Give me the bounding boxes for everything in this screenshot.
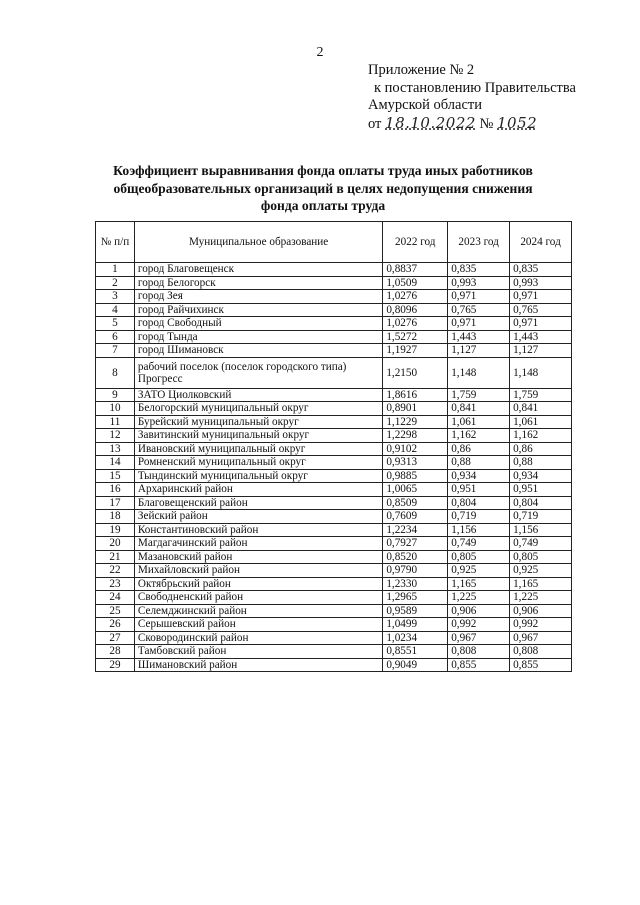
cell-2024: 0,971	[510, 317, 572, 331]
table-row	[96, 645, 572, 659]
document-title	[60, 162, 586, 215]
cell-number: 12	[96, 429, 135, 443]
cell-2022: 1,0276	[383, 317, 448, 331]
table-row	[96, 442, 572, 456]
table-row	[96, 631, 572, 645]
table-row	[96, 303, 572, 317]
cell-number: 1	[96, 263, 135, 277]
cell-number: 18	[96, 510, 135, 524]
number-prefix: №	[479, 115, 494, 132]
cell-municipality: Благовещенский район	[134, 496, 382, 510]
table-row	[96, 344, 572, 358]
table-row	[96, 550, 572, 564]
cell-municipality: Шимановский район	[134, 658, 382, 672]
table-row	[96, 276, 572, 290]
cell-number: 19	[96, 523, 135, 537]
cell-municipality: Архаринский район	[134, 483, 382, 497]
table-row	[96, 483, 572, 497]
table-row	[96, 263, 572, 277]
cell-municipality: ЗАТО Циолковский	[134, 388, 382, 402]
cell-2023: 0,971	[448, 317, 510, 331]
cell-2024: 0,835	[510, 263, 572, 277]
cell-2024: 0,765	[510, 303, 572, 317]
cell-2022: 0,7927	[383, 537, 448, 551]
table-row	[96, 564, 572, 578]
cell-number: 26	[96, 618, 135, 632]
cell-2024: 0,993	[510, 276, 572, 290]
cell-2024: 1,061	[510, 415, 572, 429]
cell-municipality: Серышевский район	[134, 618, 382, 632]
cell-municipality: город Райчихинск	[134, 303, 382, 317]
cell-2022: 0,9049	[383, 658, 448, 672]
cell-2022: 1,0499	[383, 618, 448, 632]
cell-2024: 0,804	[510, 496, 572, 510]
cell-number: 21	[96, 550, 135, 564]
cell-2023: 0,765	[448, 303, 510, 317]
cell-number: 3	[96, 290, 135, 304]
table-row	[96, 604, 572, 618]
table-row	[96, 317, 572, 331]
cell-number: 20	[96, 537, 135, 551]
cell-2022: 1,0065	[383, 483, 448, 497]
title-line-3: фонда оплаты труда	[260, 198, 386, 213]
cell-municipality: Михайловский район	[134, 564, 382, 578]
cell-municipality: город Белогорск	[134, 276, 382, 290]
table-row	[96, 415, 572, 429]
cell-number: 11	[96, 415, 135, 429]
table-row	[96, 537, 572, 551]
cell-2023: 0,805	[448, 550, 510, 564]
cell-2023: 1,225	[448, 591, 510, 605]
cell-number: 5	[96, 317, 135, 331]
table-row	[96, 330, 572, 344]
table-row	[96, 290, 572, 304]
cell-2023: 0,967	[448, 631, 510, 645]
cell-number: 17	[96, 496, 135, 510]
table-row	[96, 523, 572, 537]
cell-2024: 0,86	[510, 442, 572, 456]
cell-2022: 1,2234	[383, 523, 448, 537]
cell-2024: 1,156	[510, 523, 572, 537]
table-row	[96, 469, 572, 483]
cell-2023: 0,86	[448, 442, 510, 456]
cell-2022: 1,2150	[383, 357, 448, 388]
cell-2022: 0,9589	[383, 604, 448, 618]
cell-2022: 1,1229	[383, 415, 448, 429]
cell-municipality: Ромненский муниципальный округ	[134, 456, 382, 470]
cell-municipality: Сковородинский район	[134, 631, 382, 645]
cell-number: 23	[96, 577, 135, 591]
coefficient-table	[95, 221, 572, 672]
cell-2022: 0,7609	[383, 510, 448, 524]
cell-2024: 0,749	[510, 537, 572, 551]
cell-municipality: Завитинский муниципальный округ	[134, 429, 382, 443]
table-row	[96, 591, 572, 605]
cell-2023: 0,992	[448, 618, 510, 632]
cell-2023: 0,749	[448, 537, 510, 551]
table-row	[96, 388, 572, 402]
page-number: 2	[316, 45, 324, 60]
cell-2022: 1,0509	[383, 276, 448, 290]
cell-2022: 1,2330	[383, 577, 448, 591]
cell-2024: 0,925	[510, 564, 572, 578]
cell-municipality: Магдагачинский район	[134, 537, 382, 551]
cell-2023: 0,925	[448, 564, 510, 578]
cell-municipality: Бурейский муниципальный округ	[134, 415, 382, 429]
cell-municipality: город Свободный	[134, 317, 382, 331]
cell-municipality: город Шимановск	[134, 344, 382, 358]
cell-2023: 0,934	[448, 469, 510, 483]
cell-2022: 1,5272	[383, 330, 448, 344]
cell-number: 13	[96, 442, 135, 456]
appendix-date-line	[368, 115, 628, 134]
cell-number: 24	[96, 591, 135, 605]
cell-2023: 1,156	[448, 523, 510, 537]
cell-2022: 0,8096	[383, 303, 448, 317]
cell-2024: 1,127	[510, 344, 572, 358]
cell-municipality: Ивановский муниципальный округ	[134, 442, 382, 456]
cell-2024: 1,225	[510, 591, 572, 605]
cell-2024: 1,162	[510, 429, 572, 443]
cell-number: 28	[96, 645, 135, 659]
cell-2023: 0,951	[448, 483, 510, 497]
cell-2023: 1,443	[448, 330, 510, 344]
title-line-1: Коэффициент выравнивания фонда оплаты труда иных работников	[113, 163, 533, 178]
cell-2022: 1,2298	[383, 429, 448, 443]
cell-number: 25	[96, 604, 135, 618]
cell-2023: 0,88	[448, 456, 510, 470]
cell-2023: 1,148	[448, 357, 510, 388]
header-municipality: Муниципальное образование	[134, 222, 382, 263]
table-row	[96, 402, 572, 416]
table-row	[96, 456, 572, 470]
table-row	[96, 496, 572, 510]
cell-number: 10	[96, 402, 135, 416]
cell-2024: 1,165	[510, 577, 572, 591]
appendix-region: Амурской области	[368, 97, 482, 113]
appendix-label: Приложение № 2	[368, 62, 475, 78]
cell-2022: 0,8551	[383, 645, 448, 659]
cell-number: 14	[96, 456, 135, 470]
cell-2023: 0,841	[448, 402, 510, 416]
cell-2023: 0,855	[448, 658, 510, 672]
header-2023: 2023 год	[448, 222, 510, 263]
cell-2022: 0,9313	[383, 456, 448, 470]
cell-2023: 0,804	[448, 496, 510, 510]
cell-number: 16	[96, 483, 135, 497]
handwritten-date: 18.10.2022	[385, 113, 476, 132]
cell-2024: 1,443	[510, 330, 572, 344]
cell-municipality: Октябрьский район	[134, 577, 382, 591]
cell-2024: 0,719	[510, 510, 572, 524]
cell-number: 15	[96, 469, 135, 483]
cell-municipality: Тындинский муниципальный округ	[134, 469, 382, 483]
cell-2022: 0,9102	[383, 442, 448, 456]
cell-2024: 0,951	[510, 483, 572, 497]
table-header-row	[96, 222, 572, 263]
cell-2024: 0,971	[510, 290, 572, 304]
cell-2022: 0,8901	[383, 402, 448, 416]
table-body	[96, 263, 572, 672]
title-line-2: общеобразовательных организаций в целях недопущения снижения	[113, 180, 533, 196]
cell-2022: 0,8837	[383, 263, 448, 277]
cell-number: 8	[96, 357, 135, 388]
cell-2024: 1,148	[510, 357, 572, 388]
cell-municipality: город Зея	[134, 290, 382, 304]
handwritten-number: 1052	[497, 113, 538, 132]
cell-municipality: Константиновский район	[134, 523, 382, 537]
cell-2023: 0,971	[448, 290, 510, 304]
table-row	[96, 658, 572, 672]
cell-2022: 1,1927	[383, 344, 448, 358]
cell-2022: 1,8616	[383, 388, 448, 402]
header-number: № п/п	[96, 222, 135, 263]
cell-municipality: Селемджинский район	[134, 604, 382, 618]
cell-number: 27	[96, 631, 135, 645]
cell-number: 6	[96, 330, 135, 344]
cell-number: 22	[96, 564, 135, 578]
cell-2024: 0,906	[510, 604, 572, 618]
cell-municipality: Мазановский район	[134, 550, 382, 564]
cell-2022: 1,0276	[383, 290, 448, 304]
cell-2024: 0,808	[510, 645, 572, 659]
cell-municipality: Тамбовский район	[134, 645, 382, 659]
cell-municipality: город Благовещенск	[134, 263, 382, 277]
cell-number: 29	[96, 658, 135, 672]
header-2024: 2024 год	[510, 222, 572, 263]
cell-2023: 1,061	[448, 415, 510, 429]
cell-2022: 1,0234	[383, 631, 448, 645]
cell-2023: 1,127	[448, 344, 510, 358]
cell-2022: 0,8509	[383, 496, 448, 510]
cell-municipality: Свободненский район	[134, 591, 382, 605]
appendix-header	[368, 62, 628, 133]
cell-2024: 1,759	[510, 388, 572, 402]
cell-2023: 0,808	[448, 645, 510, 659]
table-row	[96, 429, 572, 443]
cell-2022: 1,2965	[383, 591, 448, 605]
cell-2022: 0,9790	[383, 564, 448, 578]
cell-municipality: Белогорский муниципальный округ	[134, 402, 382, 416]
cell-2023: 1,162	[448, 429, 510, 443]
cell-2023: 0,719	[448, 510, 510, 524]
header-2022: 2022 год	[383, 222, 448, 263]
cell-2024: 0,88	[510, 456, 572, 470]
table-row	[96, 510, 572, 524]
cell-2024: 0,967	[510, 631, 572, 645]
cell-municipality: город Тында	[134, 330, 382, 344]
cell-2022: 0,9885	[383, 469, 448, 483]
cell-municipality: рабочий поселок (поселок городского типа) Прогресс	[134, 357, 382, 388]
cell-2023: 1,759	[448, 388, 510, 402]
cell-2022: 0,8520	[383, 550, 448, 564]
cell-2024: 0,934	[510, 469, 572, 483]
cell-2023: 0,906	[448, 604, 510, 618]
cell-2024: 0,855	[510, 658, 572, 672]
cell-number: 2	[96, 276, 135, 290]
appendix-resolution: к постановлению Правительства	[374, 79, 576, 96]
cell-2023: 1,165	[448, 577, 510, 591]
cell-2023: 0,835	[448, 263, 510, 277]
cell-number: 9	[96, 388, 135, 402]
table-row	[96, 357, 572, 388]
cell-municipality: Зейский район	[134, 510, 382, 524]
cell-2024: 0,841	[510, 402, 572, 416]
cell-number: 7	[96, 344, 135, 358]
cell-number: 4	[96, 303, 135, 317]
table-row	[96, 577, 572, 591]
cell-2024: 0,992	[510, 618, 572, 632]
date-prefix: от	[368, 115, 382, 132]
cell-2024: 0,805	[510, 550, 572, 564]
table-row	[96, 618, 572, 632]
cell-2023: 0,993	[448, 276, 510, 290]
